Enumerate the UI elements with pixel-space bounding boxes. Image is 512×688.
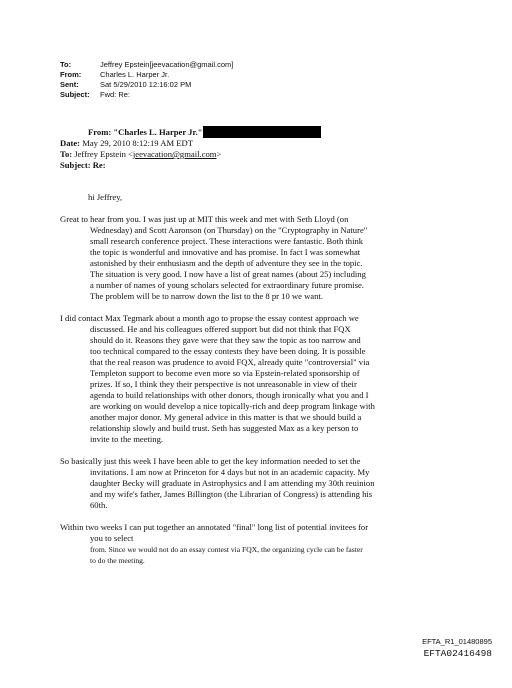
- header-sent-label: Sent:: [60, 80, 79, 89]
- header-to-label: To:: [60, 60, 72, 69]
- text-line: 60th.: [90, 500, 108, 510]
- email-header: [60, 60, 233, 100]
- text-line: The problem will be to narrow down the list to the 8 pr 10 we want.: [90, 291, 323, 301]
- paragraph: [60, 214, 470, 302]
- paragraph: [60, 522, 470, 566]
- text-line: to do the meeting.: [90, 556, 145, 565]
- text-line: Great to hear from you. I was just up at MIT this week and met with Seth Lloyd (on: [60, 214, 349, 224]
- header-from-label: From:: [60, 70, 82, 79]
- fwd-subject-value: Re:: [92, 160, 106, 170]
- header-to-value: Jeffrey Epstein[jeevacation@gmail.com]: [100, 60, 234, 69]
- text-line: agenda to build relationships with other donors, though ironically what you and I: [90, 390, 369, 400]
- text-line: small research conference project. These interactions were fantastic. Both think: [90, 236, 364, 246]
- fwd-from-row: [88, 126, 470, 138]
- paragraph: [60, 456, 470, 511]
- text-line: and my wife's father, James Billington (the Librarian of Congress) is attending his: [90, 489, 373, 499]
- header-sent-row: [60, 80, 233, 90]
- text-line: the topic is wonderful and innovative and has promise. In fact I was somewhat: [90, 247, 361, 257]
- forwarded-header: [60, 126, 470, 171]
- header-subject-row: [60, 90, 233, 100]
- text-line: you to select: [90, 533, 134, 543]
- footer-reference-2: EFTA02416498: [423, 648, 492, 659]
- text-line: Templeton support to become even more so via Epstein-related sponsorship of: [90, 368, 360, 378]
- salutation: hi Jeffrey,: [88, 192, 123, 202]
- text-line: invitations. I am now at Princeton for 4 days but not in an academic capacity. My: [90, 467, 370, 477]
- header-subject-label: Subject:: [60, 90, 90, 99]
- email-body: [60, 126, 470, 566]
- fwd-subject-label: Subject:: [60, 160, 91, 170]
- fwd-to-label: To:: [60, 149, 73, 159]
- text-line: So basically just this week I have been able to get the key information needed to set the: [60, 456, 361, 466]
- fwd-subject-row: [60, 160, 470, 171]
- text-line: Within two weeks I can put together an annotated "final" long list of potential invitees for: [60, 522, 369, 532]
- text-line: that the real reason was prudence to avoid FQX, already quite "controversial" via: [90, 357, 370, 367]
- text-line: are working on would develop a nice topically-rich and deep program linkage with: [90, 401, 375, 411]
- fwd-to-close: >: [216, 149, 222, 159]
- fwd-to-name: Jeffrey Epstein <: [74, 149, 133, 159]
- text-line: another major donor. My general advice in this matter is that we should build a: [90, 412, 362, 422]
- text-line: The situation is very good. I now have a list of great names (about 25) including: [90, 269, 366, 279]
- text-line: should do it. Reasons they gave were that they saw the topic as too narrow and: [90, 335, 361, 345]
- text-line: daughter Becky will graduate in Astrophysics and I am attending my 30th reuinion: [90, 478, 375, 488]
- fwd-from-value: "Charles L. Harper Jr.": [113, 126, 203, 137]
- header-to-row: [60, 60, 233, 70]
- fwd-date-row: [60, 138, 470, 149]
- header-from-value: Charles L. Harper Jr.: [100, 70, 170, 79]
- text-line: Wednesday) and Scott Aaronson (on Thursday) on the "Cryptography in Nature": [90, 225, 368, 235]
- redaction-bar: [203, 126, 321, 138]
- header-from-row: [60, 70, 233, 80]
- text-line: discussed. He and his colleagues offered support but did not think that FQX: [90, 324, 351, 334]
- text-line: from. Since we would not do an essay contest via FQX, the organizing cycle can be faster: [90, 545, 363, 554]
- paragraph: [60, 313, 470, 445]
- header-sent-value: Sat 5/29/2010 12:16:02 PM: [100, 80, 192, 89]
- text-line: I did contact Max Tegmark about a month ago to propse the essay contest approach we: [60, 313, 359, 323]
- text-line: relationship slowly and build trust. Seth has suggested Max as a key person to: [90, 423, 359, 433]
- fwd-to-email-link[interactable]: jeevacation@gmail.com: [132, 149, 217, 159]
- header-subject-value: Fwd: Re:: [100, 90, 131, 99]
- text-line: a number of names of young scholars selected for extraordinary future promise.: [90, 280, 364, 290]
- text-line: invite to the meeting.: [90, 434, 164, 444]
- fwd-from-label: From:: [88, 126, 112, 137]
- text-line: too technical compared to the essay contests they have been doing. It is possible: [90, 346, 366, 356]
- fwd-to-row: [60, 149, 470, 160]
- text-line: astonished by their enthusiasm and the depth of adventure they see in the topic.: [90, 258, 363, 268]
- fwd-date-value: May 29, 2010 8:12:19 AM EDT: [82, 138, 193, 148]
- footer-reference-1: EFTA_R1_01480895: [422, 637, 492, 646]
- text-line: prizes. If so, I think they their perspective is not unreasonable in view of their: [90, 379, 357, 389]
- fwd-date-label: Date:: [60, 138, 81, 148]
